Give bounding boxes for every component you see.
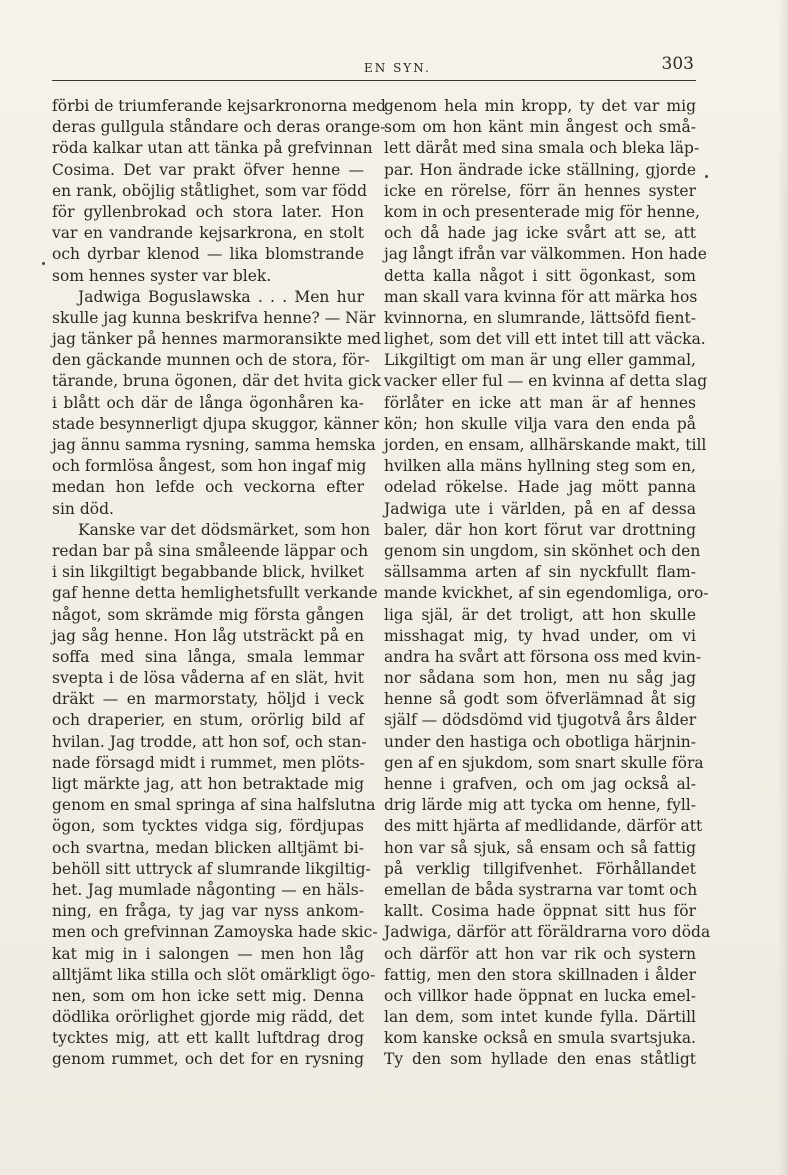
margin-speck [42,262,45,265]
text-line: detta kalla något i sitt ögonkast, som [384,266,696,285]
text-line: jag långt ifrån var välkommen. Hon hade [384,245,707,264]
text-line: emellan de båda systrarna var tomt och [384,880,698,899]
text-line: den gäckande munnen och de stora, för- [52,351,370,370]
text-line: tycktes mig, att ett kallt luftdrag drog [52,1029,364,1048]
text-line: som hennes syster var blek. [52,266,272,285]
text-line: röda kalkar utan att tänka på grefvinnan [52,139,373,158]
text-line: hon var så sjuk, så ensam och så fattig [384,838,696,857]
text-line: soffa med sina långa, smala lemmar [52,647,364,666]
text-line: genom sin ungdom, sin skönhet och den [384,541,701,560]
text-line: Jadwiga ute i världen, på en af dessa [384,499,696,518]
text-line: och svartna, medan blicken alltjämt bi- [52,838,364,857]
text-line: nen, som om hon icke sett mig. Denna [52,986,364,1005]
text-line: kom in och presenterade mig för henne, [384,202,700,221]
text-line: och draperier, en stum, orörlig bild af [52,711,364,730]
text-line: och dyrbar klenod — lika blomstrande [52,245,364,264]
text-line: jag såg henne. Hon låg utsträckt på en [52,626,364,645]
text-line: genom en smal springa af sina halfslutna [52,796,376,815]
text-line: genom hela min kropp, ty det var mig [384,97,696,115]
text-line: des mitt hjärta af medlidande, därför att [384,817,703,836]
text-line: vacker eller ful — en kvinna af detta slag [384,372,708,391]
text-line: andra ha svårt att försona oss med kvin- [384,647,702,666]
text-line: skulle jag kunna beskrifva henne? — När [52,308,376,327]
text-line: men och grefvinnan Zamoyska hade skic- [52,923,378,942]
text-line: odelad rökelse. Hade jag mött panna [384,478,696,497]
text-line: i sin likgiltigt begabbande blick, hvilket [52,563,364,582]
text-line: drig lärde mig att tycka om henne, fyll- [384,796,696,815]
text-line: gaf henne detta hemlighetsfullt verkande [52,584,378,603]
text-line: henne så godt som öfverlämnad åt sig [384,690,696,709]
text-line: medan hon lefde och veckorna efter [52,478,364,497]
text-line: lighet, som det vill ett intet till att väcka. [384,330,706,349]
page-edge-shadow [778,0,788,1175]
text-line: kvinnorna, en slumrande, lättsöfd fient- [384,308,696,327]
text-line: deras gullgula ståndare och deras orange- [52,118,386,137]
text-line: redan bar på sina småleende läppar och [52,541,369,560]
text-line: ögon, som tycktes vidga sig, fördjupas [52,817,364,836]
text-line: ning, en fråga, ty jag var nyss ankom- [52,902,364,921]
text-line: jorden, en ensam, allhärskande makt, till [384,436,707,454]
text-line: sällsamma arten af sin nyckfullt flam- [384,563,696,582]
text-line: kön; hon skulle vilja vara den enda på [384,414,696,433]
text-line: en rank, oböjlig ståtlighet, som var född [52,181,368,200]
margin-speck [705,175,708,178]
text-line: Ty den som hyllade den enas ståtligt [384,1050,696,1069]
text-line: och då hade jag icke svårt att se, att [384,224,696,243]
text-line: liga själ, är det troligt, att hon skulle [384,605,696,624]
text-line: alltjämt lika stilla och slöt omärkligt ögo- [52,965,376,984]
text-line: förlåter en icke att man är af hennes [384,393,696,412]
text-line: baler, där hon kort förut var drottning [384,520,696,539]
page-header [52,54,696,81]
text-line: förbi de triumferande kejsarkronorna med [52,97,386,115]
text-line: lett däråt med sina smala och bleka läp- [384,139,700,158]
text-line: svepta i de lösa våderna af en slät, hvit [52,669,364,688]
text-line: dödlika orörlighet gjorde mig rädd, det [52,1008,364,1027]
text-line: Likgiltigt om man är ung eller gammal, [384,351,696,370]
text-line: nade försagd midt i rummet, men plöts- [52,753,365,772]
text-line: ligt märkte jag, att hon betraktade mig [52,775,364,793]
text-line: sin död. [52,499,114,518]
text-line: i blått och där de långa ögonhåren ka- [52,393,364,412]
text-line: Jadwiga Boguslawska . . . Men hur [78,287,364,306]
text-line: genom rummet, och det for en rysning [52,1050,364,1069]
text-line: och villkor hade öppnat en lucka emel- [384,986,696,1005]
text-line: och formlösa ångest, som hon ingaf mig [52,457,367,476]
text-line: som om hon känt min ångest och små- [384,118,696,137]
text-line: stade besynnerligt djupa skuggor, känner [52,414,379,433]
text-line: fattig, men den stora skillnaden i ålder [384,965,696,984]
text-line: lan dem, som intet kunde fylla. Därtill [384,1008,696,1027]
text-line: henne i grafven, och om jag också al- [384,775,696,793]
text-line: kom kanske också en smula svartsjuka. [384,1029,696,1048]
text-line: kallt. Cosima hade öppnat sitt hus för [384,902,696,921]
text-line: man skall vara kvinna för att märka hos [384,287,698,306]
text-line: Cosima. Det var prakt öfver henne — [52,160,364,179]
text-line: under den hastiga och obotliga härjnin- [384,732,696,751]
text-line: hvilken alla mäns hyllning steg som en, [384,457,696,476]
text-line: något, som skrämde mig första gången [52,605,364,624]
text-line: nor sådana som hon, men nu såg jag [384,669,696,688]
text-line: jag tänker på hennes marmoransikte med [52,330,381,349]
right-column [384,96,711,1071]
text-line: Kanske var det dödsmärket, som hon [78,520,371,539]
text-line: tärande, bruna ögonen, där det hvita gick [52,372,381,391]
text-line: själf — dödsdömd vid tjugotvå års ålder [384,711,697,730]
running-head: EN SYN. [364,61,431,75]
text-line: misshagat mig, ty hvad under, om vi [384,626,696,645]
text-line: för gyllenbrokad och stora later. Hon [52,202,364,221]
text-line: Jadwiga, därför att föräldrarna voro döda [384,923,711,942]
text-line: dräkt — en marmorstaty, höljd i veck [52,690,364,709]
text-line: gen af en sjukdom, som snart skulle föra [384,753,704,772]
text-line: var en vandrande kejsarkrona, en stolt [52,224,364,243]
text-line: på verklig tillgifvenhet. Förhållandet [384,859,696,878]
text-line: kat mig in i salongen — men hon låg [52,944,364,963]
text-line: het. Jag mumlade någonting — en häls- [52,880,364,899]
text-line: hvilan. Jag trodde, att hon sof, och stan- [52,732,367,751]
text-line: jag ännu samma rysning, samma hemska [52,436,376,454]
text-line: och därför att hon var rik och systern [384,944,696,963]
text-line: behöll sitt uttryck af slumrande likgiltig- [52,859,371,878]
text-line: icke en rörelse, förr än hennes syster [384,181,696,200]
left-column [52,96,386,1071]
text-line: mande kvickhet, af sin egendomliga, oro- [384,584,709,603]
text-line: par. Hon ändrade icke ställning, gjorde [384,160,696,179]
page-number: 303 [661,54,694,74]
